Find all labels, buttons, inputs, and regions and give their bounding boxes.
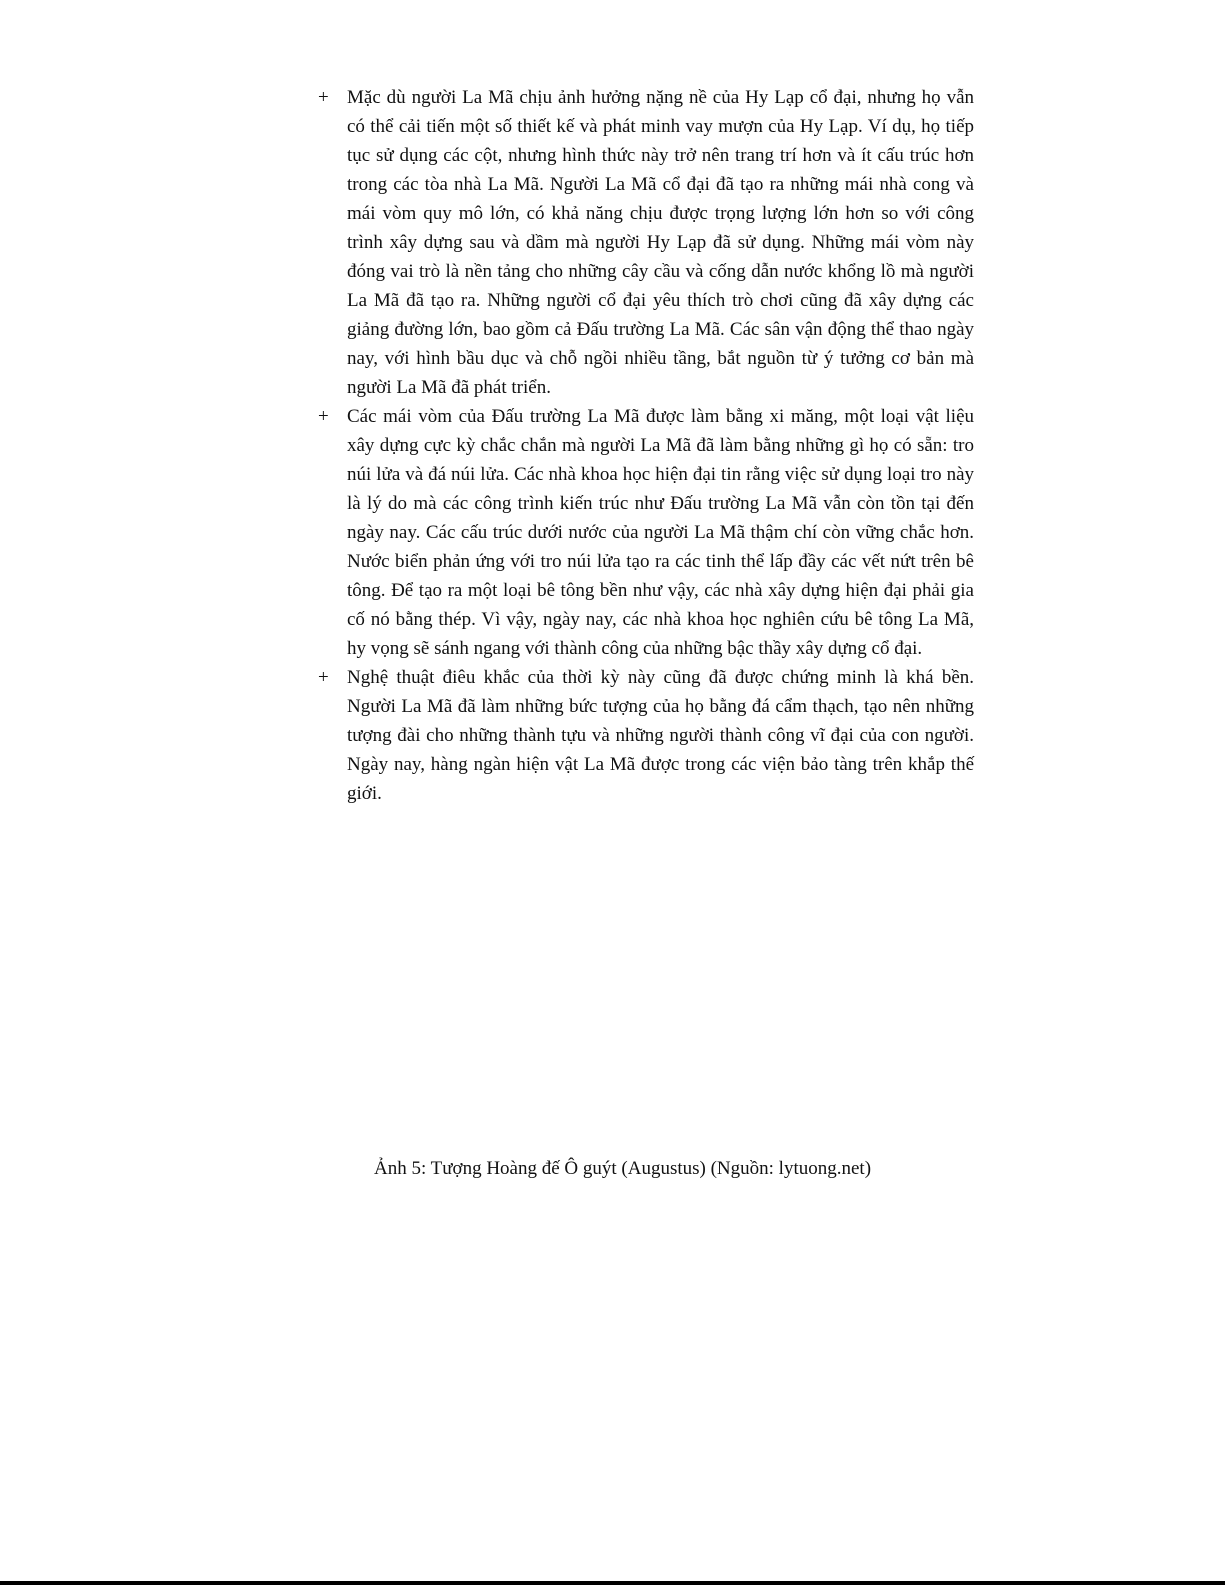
bullet-marker: + [318, 406, 329, 427]
bullet-text: Mặc dù người La Mã chịu ảnh hưởng nặng nề của Hy Lạp cổ đại, nhưng họ vẫn có thể cải tiến một số thiết kế và phát minh vay mượn của Hy Lạp. Ví dụ, họ tiếp tục sử dụng các cột, nhưng hình thức này trở nên trang trí hơn và ít cấu trúc hơn trong các tòa nhà La Mã. Người La Mã cổ đại đã tạo ra những mái nhà cong và mái vòm quy mô lớn, có khả năng chịu được trọng lượng lớn hơn so với công trình xây dựng sau và dầm mà người Hy Lạp đã sử dụng. Những mái vòm này đóng vai trò là nền tảng cho những cây cầu và cống dẫn nước khổng lồ mà người La Mã đã tạo ra. Những người cổ đại yêu thích trò chơi cũng đã xây dựng các giảng đường lớn, bao gồm cả Đấu trường La Mã. Các sân vận động thể thao ngày nay, với hình bầu dục và chỗ ngồi nhiều tầng, bắt nguồn từ ý tưởng cơ bản mà người La Mã đã phát triển. [347, 87, 974, 398]
image-caption: Ảnh 5: Tượng Hoàng đế Ô guýt (Augustus) (Nguồn: lytuong.net) [373, 1158, 872, 1179]
page-bottom-border [0, 1581, 1225, 1585]
bullet-list [318, 83, 974, 808]
bullet-item-architecture [318, 83, 974, 402]
bullet-marker: + [318, 87, 329, 108]
bullet-text: Nghệ thuật điêu khắc của thời kỳ này cũng đã được chứng minh là khá bền. Người La Mã đã làm những bức tượng của họ bằng đá cẩm thạch, tạo nên những tượng đài cho những thành tựu và những người thành công vĩ đại của con người. Ngày nay, hàng ngàn hiện vật La Mã được trong các viện bảo tàng trên khắp thế giới. [347, 667, 974, 804]
bullet-item-sculpture [318, 663, 974, 808]
bullet-text: Các mái vòm của Đấu trường La Mã được làm bằng xi măng, một loại vật liệu xây dựng cực kỳ chắc chắn mà người La Mã đã làm bằng những gì họ có sẵn: tro núi lửa và đá núi lửa. Các nhà khoa học hiện đại tin rằng việc sử dụng loại tro này là lý do mà các công trình kiến trúc như Đấu trường La Mã vẫn còn tồn tại đến ngày nay. Các cấu trúc dưới nước của người La Mã thậm chí còn vững chắc hơn. Nước biển phản ứng với tro núi lửa tạo ra các tinh thể lấp đầy các vết nứt trên bê tông. Để tạo ra một loại bê tông bền như vậy, các nhà xây dựng hiện đại phải gia cố nó bằng thép. Vì vậy, ngày nay, các nhà khoa học nghiên cứu bê tông La Mã, hy vọng sẽ sánh ngang với thành công của những bậc thầy xây dựng cổ đại. [347, 406, 974, 659]
bullet-marker: + [318, 667, 329, 688]
bullet-item-concrete [318, 402, 974, 663]
